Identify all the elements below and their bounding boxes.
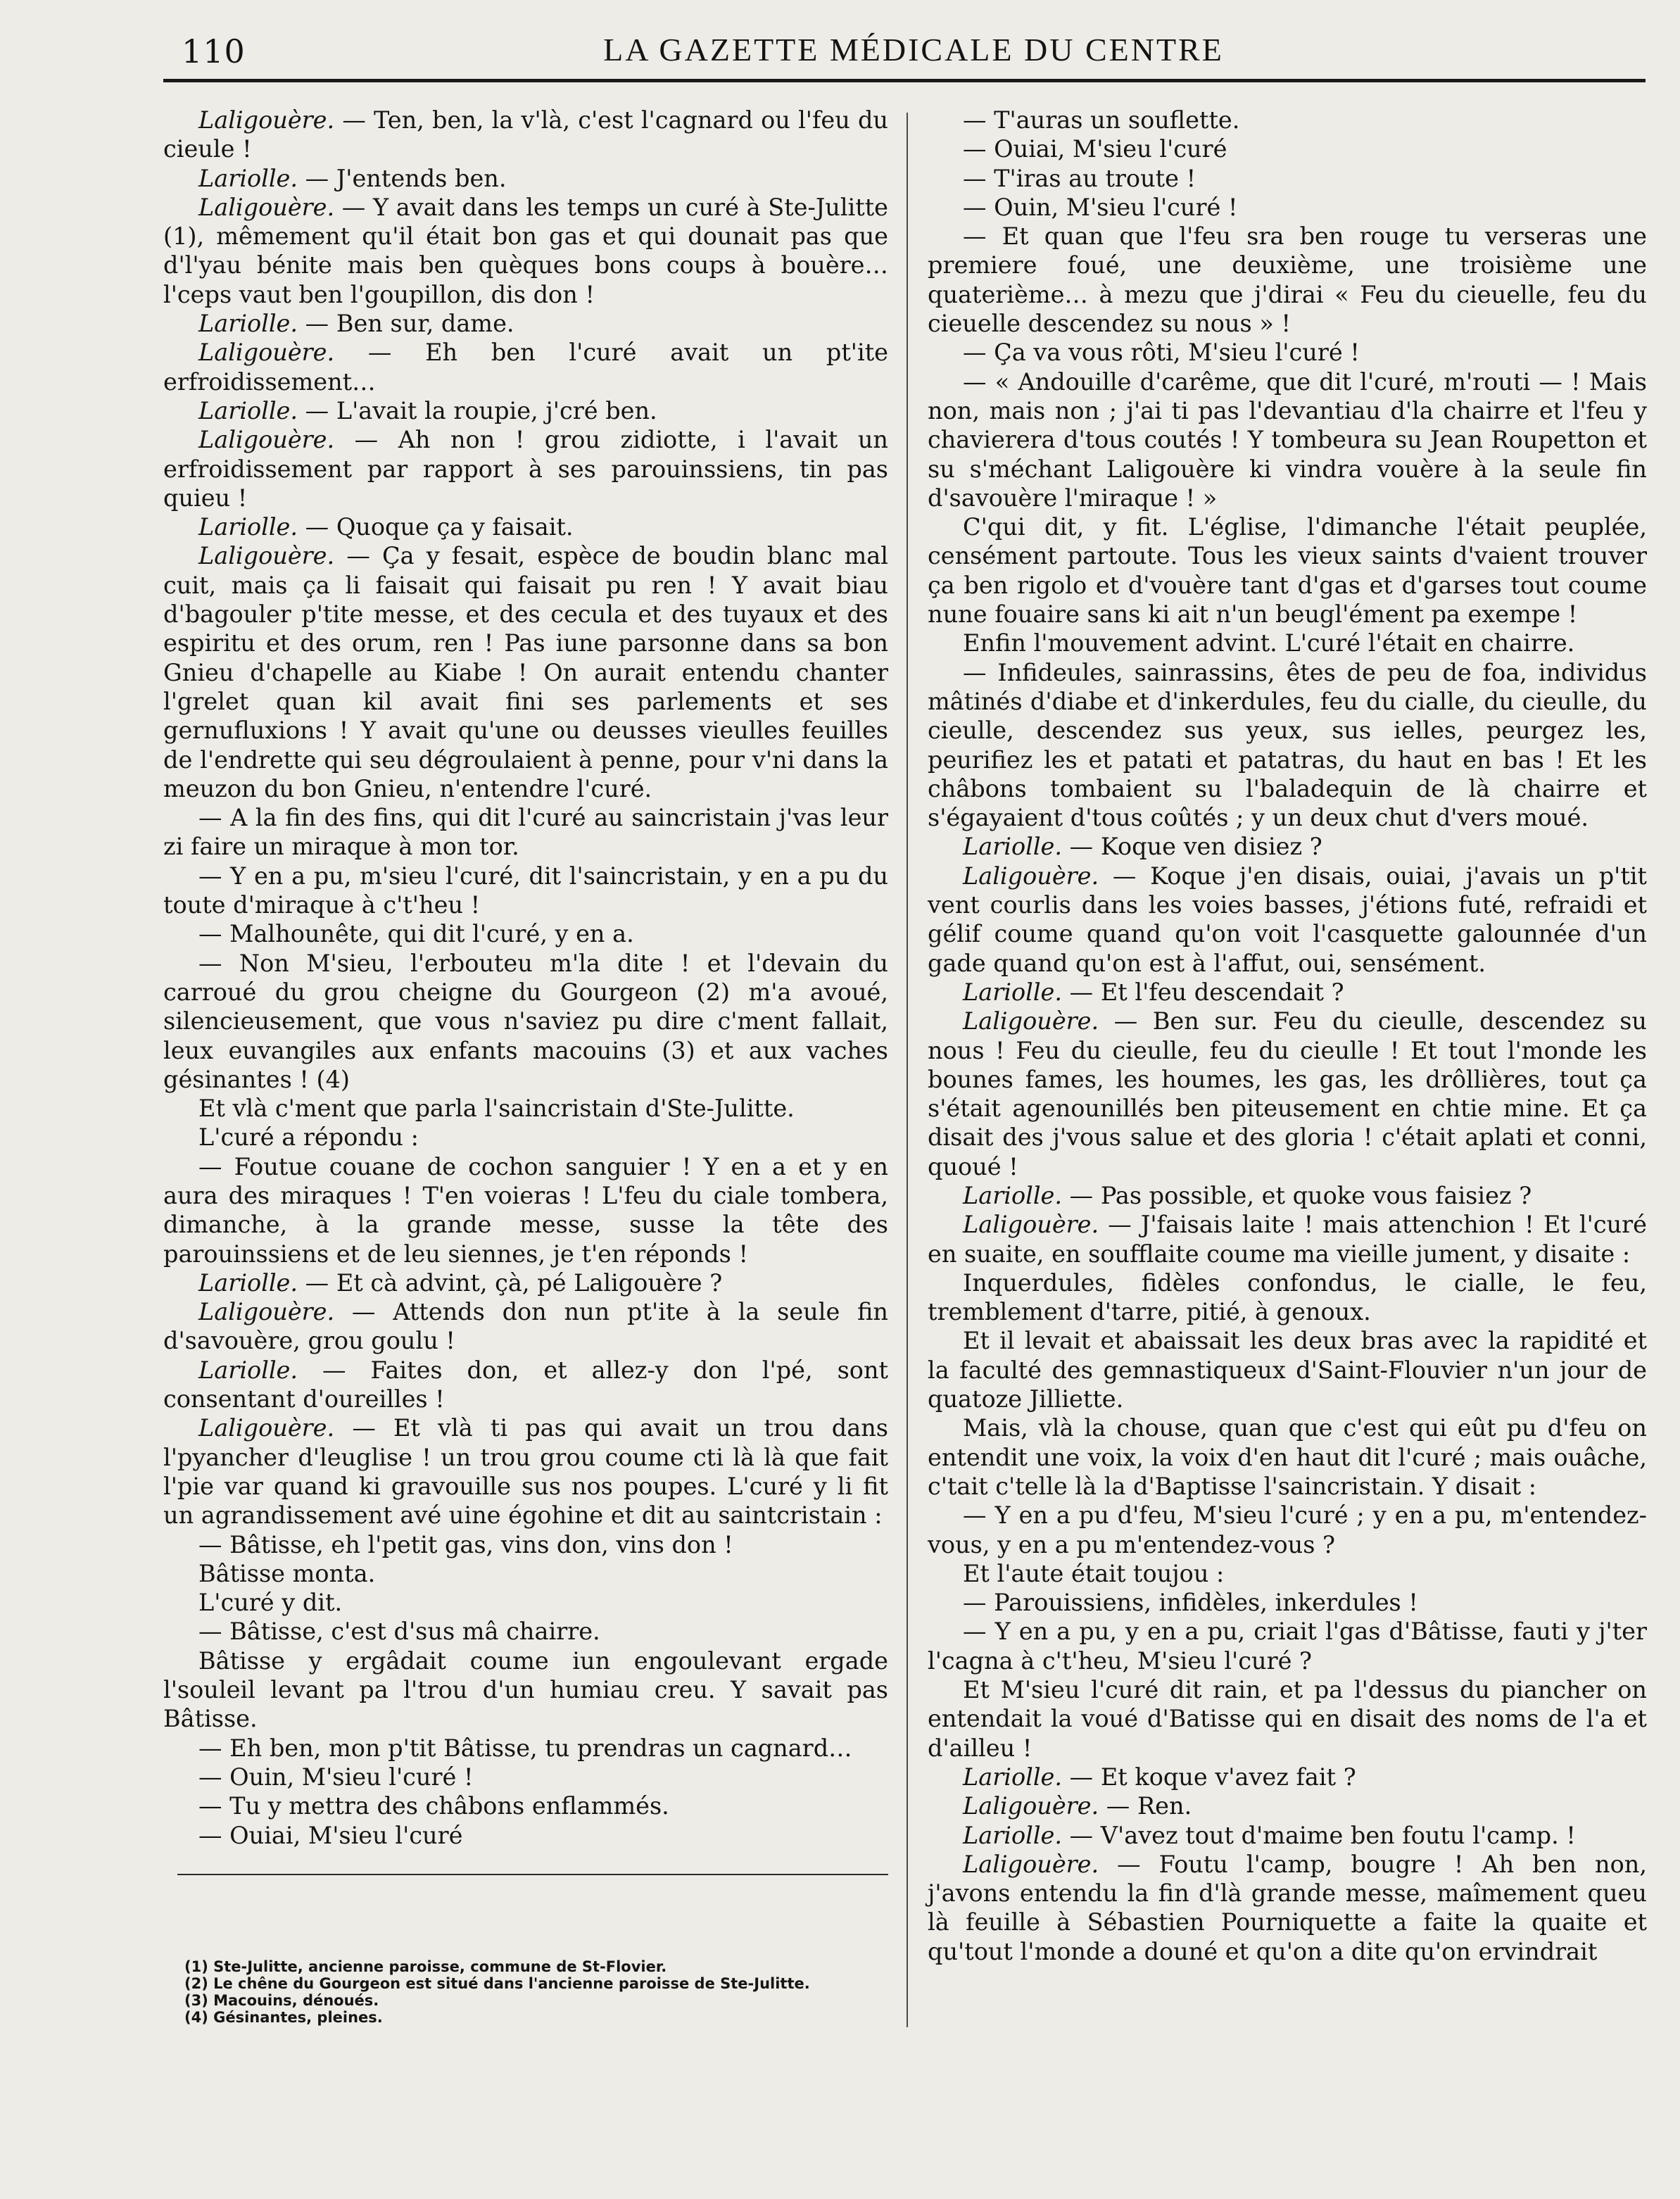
speaker-name: Laligouère. xyxy=(198,1414,335,1442)
paragraph-text: — Parouissiens, infidèles, inkerdules ! xyxy=(963,1589,1418,1617)
paragraph xyxy=(163,803,888,862)
paragraph xyxy=(928,193,1647,222)
paragraph-text: — J'entends ben. xyxy=(298,164,507,192)
left-column xyxy=(163,106,888,1850)
paragraph xyxy=(928,658,1647,833)
paragraph xyxy=(163,1763,888,1791)
paragraph xyxy=(928,1850,1647,1966)
paragraph-text: — Eh ben, mon p'tit Bâtisse, tu prendras un cagnard… xyxy=(198,1734,852,1762)
paragraph-text: — Ouiai, M'sieu l'curé xyxy=(963,135,1227,163)
paragraph-text: — Attends don nun pt'ite à la seule fin d'savouère, grou goulu ! xyxy=(163,1298,888,1355)
paragraph-text: — Ah non ! grou zidiotte, i l'avait un erfroidissement par rapport à ses parouinssiens, tin pas quieu ! xyxy=(163,426,888,512)
journal-title: LA GAZETTE MÉDICALE DU CENTRE xyxy=(603,32,1224,68)
speaker-name: Laligouère. xyxy=(963,1211,1099,1239)
paragraph xyxy=(163,1268,888,1297)
column-divider xyxy=(907,113,908,2027)
paragraph-text: — Pas possible, et quoke vous faisiez ? xyxy=(1062,1181,1532,1209)
paragraph xyxy=(163,164,888,193)
paragraph-text: — Koque j'en disais, ouiai, j'avais un p'tit vent courlis dans les voies basses, j'étions futé, refraidi et gélif coume quand qu'on voit l'casquette galounnée d'un gade quand qu'on est à l'affut, oui, sensément. xyxy=(928,862,1647,977)
paragraph-text: — « Andouille d'carême, que dit l'curé, m'routi — ! Mais non, mais non ; j'ai ti pas l'devantiau d'la chairre et l'feu y chavierera d'tous coutés ! Y tombeura su Jean Roupetton et su s'méchant Laligouère ki vindra vouère à la seule fin d'savouère l'miraque ! » xyxy=(928,367,1647,512)
speaker-name: Laligouère. xyxy=(198,106,335,134)
paragraph xyxy=(928,222,1647,338)
paragraph xyxy=(163,949,888,1094)
paragraph-text: — Et quan que l'feu sra ben rouge tu verseras une premiere foué, une deuxième, une troisième une quaterième… à mezu que j'dirai « Feu du cieuelle, feu du cieuelle descendez su nous » ! xyxy=(928,222,1647,338)
paragraph xyxy=(163,919,888,948)
speaker-name: Lariolle. xyxy=(963,978,1063,1006)
paragraph-text: — Non M'sieu, l'erbouteu m'la dite ! et l'devain du carroué du grou cheigne du Gourgeon (2) m'a avoué, silencieusement, que vous n'saviez pu dire c'ment fallait, leux euvangiles aux enfants macouins (3) et aux vaches gésinantes ! (4) xyxy=(163,949,888,1093)
paragraph xyxy=(163,512,888,541)
paragraph xyxy=(928,978,1647,1007)
paragraph-text: — Ouiai, M'sieu l'curé xyxy=(198,1821,463,1849)
footnote: (1) Ste-Julitte, ancienne paroisse, commune de St-Flovier. xyxy=(184,1958,667,1975)
paragraph xyxy=(163,425,888,512)
paragraph xyxy=(928,1181,1647,1210)
speaker-name: Laligouère. xyxy=(198,1298,335,1326)
speaker-name: Lariolle. xyxy=(198,396,298,424)
paragraph xyxy=(928,1588,1647,1617)
paragraph-text: — Faites don, et allez-y don l'pé, sont consentant d'oureilles ! xyxy=(163,1356,888,1413)
paragraph-text: — Ten, ben, la v'là, c'est l'cagnard ou l'feu du cieule ! xyxy=(163,106,888,163)
paragraph xyxy=(163,193,888,309)
paragraph xyxy=(163,1094,888,1123)
paragraph xyxy=(928,134,1647,163)
paragraph-text: — Tu y mettra des châbons enflammés. xyxy=(198,1792,669,1820)
paragraph-text: Et l'aute était toujou : xyxy=(963,1559,1225,1587)
paragraph-text: — T'iras au troute ! xyxy=(963,164,1196,192)
paragraph xyxy=(928,512,1647,629)
paragraph xyxy=(928,1559,1647,1588)
paragraph xyxy=(163,1734,888,1763)
paragraph-text: — Y en a pu d'feu, M'sieu l'curé ; y en a pu, m'entendez-vous, y en a pu m'entendez-vous ? xyxy=(928,1501,1647,1558)
paragraph-text: — T'auras un souflette. xyxy=(963,106,1240,134)
paragraph-text: — Y en a pu, m'sieu l'curé, dit l'saincristain, y en a pu du toute d'miraque à c't'heu ! xyxy=(163,862,888,919)
speaker-name: Lariolle. xyxy=(198,1268,298,1297)
paragraph xyxy=(163,1646,888,1734)
paragraph xyxy=(163,1821,888,1850)
paragraph xyxy=(928,1268,1647,1327)
paragraph-text: Et vlà c'ment que parla l'saincristain d'Ste-Julitte. xyxy=(198,1095,795,1123)
paragraph-text: — Ben sur, dame. xyxy=(298,310,514,338)
speaker-name: Lariolle. xyxy=(963,833,1063,861)
paragraph-text: — Foutue couane de cochon sanguier ! Y en a et y en aura des miraques ! T'en voieras ! L'feu du ciale tombera, dimanche, à la grande messe, susse la tête des parouinssiens et de leu siennes, je t'en réponds ! xyxy=(163,1152,888,1268)
paragraph-text: Inquerdules, fidèles confondus, le cialle, le feu, tremblement d'tarre, pitié, à genoux. xyxy=(928,1268,1647,1326)
paragraph-text: — Eh ben l'curé avait un pt'ite erfroidissement… xyxy=(163,339,888,396)
page-header xyxy=(182,27,1646,72)
paragraph-text: — V'avez tout d'maime ben foutu l'camp. ! xyxy=(1062,1821,1576,1849)
paragraph-text: — Et koque v'avez fait ? xyxy=(1062,1763,1356,1791)
paragraph-text: Et il levait et abaissait les deux bras avec la rapidité et la faculté des gemnastiqueux d'Saint-Flouvier n'un jour de quatoze Jilliette. xyxy=(928,1327,1647,1413)
speaker-name: Laligouère. xyxy=(963,1007,1099,1035)
paragraph xyxy=(928,1763,1647,1791)
speaker-name: Lariolle. xyxy=(963,1763,1063,1791)
paragraph-text: — Y avait dans les temps un curé à Ste-Julitte (1), mêmement qu'il était bon gas et qui dounait pas que d'l'yau bénite mais ben quèques bons coups à bouère… l'ceps vaut ben l'goupillon, dis don ! xyxy=(163,193,888,308)
paragraph xyxy=(163,1297,888,1356)
paragraph-text: — A la fin des fins, qui dit l'curé au saincristain j'vas leur zi faire un miraque à mon tor. xyxy=(163,804,888,861)
paragraph-text: — J'faisais laite ! mais attenchion ! Et l'curé en suaite, en soufflaite coume ma vieille jument, y disaite : xyxy=(928,1211,1647,1268)
paragraph-text: Enfin l'mouvement advint. L'curé l'était en chairre. xyxy=(963,629,1575,657)
paragraph xyxy=(928,1791,1647,1820)
paragraph-text: — Et vlà ti pas qui avait un trou dans l'pyancher d'leuglise ! un trou grou coume cti là là que fait l'pie var quand ki gravouille sus nos poupes. L'curé y li fit un agrandissement avé uine égohine et dit au saintcristain : xyxy=(163,1414,888,1530)
paragraph-text: — Ben sur. Feu du cieulle, descendez su nous ! Feu du cieulle, feu du cieulle ! Et tout l'monde les bounes fames, les houmes, les gas, les drôllières, tout ça s'était agenounillés ben piteusement en chtie mine. Et ça disait des j'vous salue et des gloria ! c'était aplati et conni, quoué ! xyxy=(928,1007,1647,1180)
footnote: (3) Macouins, dénoués. xyxy=(184,1992,379,2009)
paragraph xyxy=(928,367,1647,512)
paragraph xyxy=(163,1152,888,1268)
right-column xyxy=(928,106,1647,1966)
paragraph xyxy=(163,1413,888,1530)
speaker-name: Lariolle. xyxy=(198,310,298,338)
paragraph xyxy=(163,541,888,803)
paragraph xyxy=(928,862,1647,978)
speaker-name: Lariolle. xyxy=(963,1181,1063,1209)
page-number: 110 xyxy=(182,32,246,70)
paragraph xyxy=(163,862,888,920)
paragraph xyxy=(928,1675,1647,1763)
header-rule xyxy=(163,79,1646,82)
paragraph-text: L'curé y dit. xyxy=(198,1589,343,1617)
speaker-name: Lariolle. xyxy=(198,1356,298,1384)
paragraph xyxy=(928,164,1647,193)
speaker-name: Lariolle. xyxy=(963,1821,1063,1849)
paragraph-text: — Et cà advint, çà, pé Laligouère ? xyxy=(298,1268,723,1297)
speaker-name: Laligouère. xyxy=(963,1850,1099,1878)
paragraph-text: Et M'sieu l'curé dit rain, et pa l'dessus du piancher on entendait la voué d'Batisse qui en disait des noms de l'a et d'ailleu ! xyxy=(928,1676,1647,1762)
paragraph-text: — Y en a pu, y en a pu, criait l'gas d'Bâtisse, fauti y j'ter l'cagna à c't'heu, M'sieu l'curé ? xyxy=(928,1618,1647,1675)
paragraph-text: — Quoque ça y faisait. xyxy=(298,513,574,541)
footnote: (4) Gésinantes, pleines. xyxy=(184,2009,383,2026)
speaker-name: Lariolle. xyxy=(198,513,298,541)
paragraph-text: — Et l'feu descendait ? xyxy=(1062,978,1344,1006)
speaker-name: Laligouère. xyxy=(963,1792,1099,1820)
paragraph-text: — L'avait la roupie, j'cré ben. xyxy=(298,396,657,424)
paragraph-text: Bâtisse y ergâdait coume iun engoulevant ergade l'souleil levant pa l'trou d'un humiau creu. Y savait pas Bâtisse. xyxy=(163,1646,888,1733)
paragraph xyxy=(928,1413,1647,1501)
paragraph xyxy=(163,1530,888,1559)
speaker-name: Lariolle. xyxy=(198,164,298,192)
speaker-name: Laligouère. xyxy=(198,426,335,454)
paragraph xyxy=(163,1588,888,1617)
paragraph xyxy=(928,106,1647,134)
paragraph-text: C'qui dit, y fit. L'église, l'dimanche l'était peuplée, censément partoute. Tous les vieux saints d'vaient trouver ça ben rigolo et d'vouère tant d'gas et d'garses tout coume nune fouaire sans ki ait n'un beugl'ément pa exempe ! xyxy=(928,513,1647,629)
paragraph-text: Mais, vlà la chouse, quan que c'est qui eût pu d'feu on entendit une voix, la voix d'en haut dit l'curé ; mais ouâche, c'tait c'telle là la d'Baptisse l'saincristain. Y disait : xyxy=(928,1414,1647,1500)
paragraph xyxy=(163,106,888,164)
paragraph-text: — Ça y fesait, espèce de boudin blanc mal cuit, mais ça li faisait qui faisait pu ren ! Y avait biau d'bagouler p'tite messe, et des cecula et des tuyaux et des espiritu et des orum, ren ! Pas iune parsonne dans sa bon Gnieu d'chapelle au Kiabe ! On aurait entendu chanter l'grelet quan kil avait fini ses parlements et ses gernufluxions ! Y avait qu'une ou deusses vieulles feuilles de l'endrette qui seu dégroulaient à penne, pour v'ni dans la meuzon du bon Gnieu, n'entendre l'curé. xyxy=(163,542,888,802)
paragraph-text: — Ouin, M'sieu l'curé ! xyxy=(198,1763,474,1791)
paragraph xyxy=(163,1123,888,1152)
paragraph-text: — Bâtisse, c'est d'sus mâ chairre. xyxy=(198,1618,600,1646)
paragraph xyxy=(928,1821,1647,1850)
paragraph xyxy=(928,629,1647,657)
paragraph xyxy=(163,309,888,338)
paragraph-text: — Foutu l'camp, bougre ! Ah ben non, j'avons entendu la fin d'là grande messe, maîmement queu là feuille à Sébastien Pourniquette a faite la quaite et qu'tout l'monde a douné et qu'on a dite qu'on ervindrait xyxy=(928,1850,1647,1965)
paragraph xyxy=(928,832,1647,861)
paragraph-text: — Ren. xyxy=(1099,1792,1192,1820)
paragraph-text: — Bâtisse, eh l'petit gas, vins don, vins don ! xyxy=(198,1530,733,1558)
paragraph-text: — Koque ven disiez ? xyxy=(1062,833,1322,861)
speaker-name: Laligouère. xyxy=(963,862,1099,890)
paragraph-text: Bâtisse monta. xyxy=(198,1559,376,1587)
speaker-name: Laligouère. xyxy=(198,542,335,570)
speaker-name: Laligouère. xyxy=(198,339,335,367)
paragraph xyxy=(163,1559,888,1588)
footnote-rule xyxy=(177,1874,888,1875)
paragraph xyxy=(163,1356,888,1414)
speaker-name: Laligouère. xyxy=(198,193,335,221)
paragraph-text: — Ouin, M'sieu l'curé ! xyxy=(963,193,1238,221)
paragraph xyxy=(163,1791,888,1820)
paragraph xyxy=(163,338,888,396)
footnote: (2) Le chêne du Gourgeon est situé dans l'ancienne paroisse de Ste-Julitte. xyxy=(184,1975,810,1992)
paragraph xyxy=(163,396,888,425)
paragraph xyxy=(163,1617,888,1646)
paragraph xyxy=(928,1501,1647,1559)
paragraph-text: — Infideules, sainrassins, êtes de peu de foa, individus mâtinés d'diabe et d'inkerdules, feu du cialle, du cieulle, du cieulle, descendez sus yeux, sus ielles, peurgez les, peurifiez les et patati et patatras, du haut en bas ! Et les châbons tombaient su l'baladequin de là chairre et s'égayaient d'tous coûtés ; y un deux chut d'vers moué. xyxy=(928,658,1647,832)
paragraph xyxy=(928,338,1647,367)
paragraph xyxy=(928,1210,1647,1268)
footnotes xyxy=(184,1958,888,2026)
paragraph xyxy=(928,1007,1647,1181)
paragraph xyxy=(928,1326,1647,1413)
paragraph xyxy=(928,1617,1647,1675)
paragraph-text: — Ça va vous rôti, M'sieu l'curé ! xyxy=(963,339,1360,367)
paragraph-text: L'curé a répondu : xyxy=(198,1123,419,1152)
paragraph-text: — Malhounête, qui dit l'curé, y en a. xyxy=(198,920,634,948)
